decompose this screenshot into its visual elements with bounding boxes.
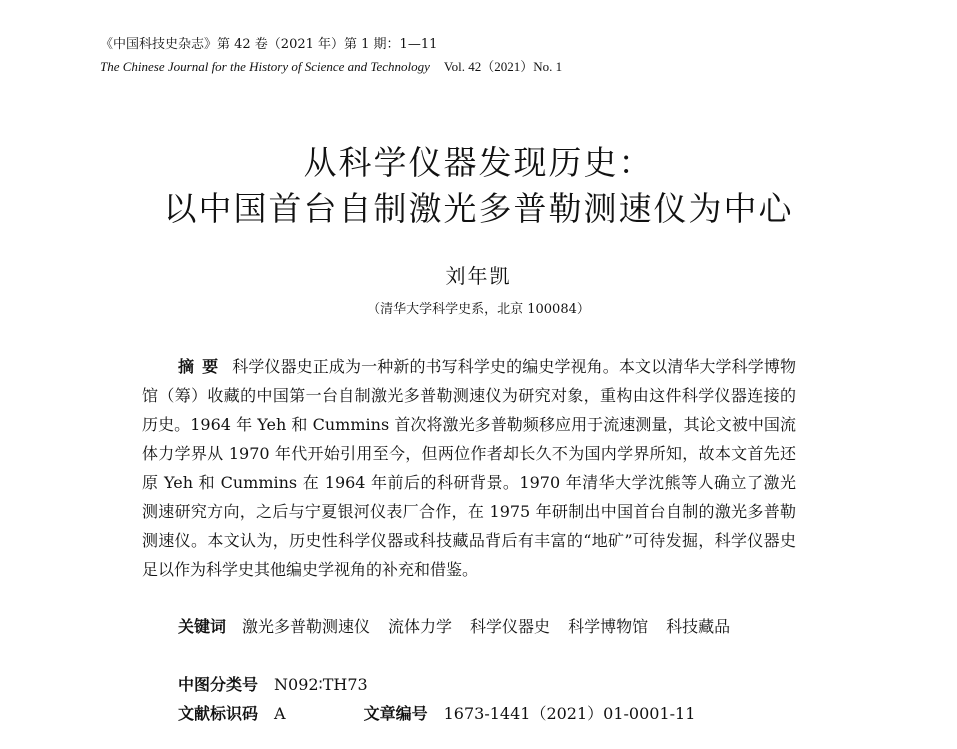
clc-value: N092∶TH73 bbox=[274, 675, 368, 694]
journal-citation-cn: 《中国科技史杂志》第 42 卷（2021 年）第 1 期：1—11 bbox=[100, 37, 438, 52]
keyword-item: 科技藏品 bbox=[666, 617, 731, 636]
abstract-paragraph bbox=[142, 352, 796, 584]
article-number-value: 1673-1441（2021）01-0001-11 bbox=[443, 704, 696, 723]
clc-label: 中图分类号 bbox=[178, 675, 259, 694]
journal-citation-en bbox=[100, 56, 562, 78]
keywords-section bbox=[142, 612, 796, 641]
doc-code-label: 文献标识码 bbox=[178, 704, 259, 723]
keyword-item: 流体力学 bbox=[388, 617, 453, 636]
journal-header bbox=[100, 34, 562, 78]
article-title-line1: 从科学仪器发现历史： bbox=[303, 143, 654, 182]
article-title-line2: 以中国首台自制激光多普勒测速仪为中心 bbox=[163, 189, 794, 228]
article-title bbox=[0, 140, 957, 232]
keywords-label: 关键词 bbox=[178, 617, 227, 636]
clc-number-row bbox=[178, 670, 368, 699]
doc-code-value: A bbox=[274, 704, 286, 723]
abstract-section bbox=[142, 352, 796, 584]
keywords-paragraph bbox=[142, 612, 796, 641]
author-name: 刘年凯 bbox=[445, 264, 512, 288]
article-number-label: 文章编号 bbox=[363, 704, 428, 723]
keyword-item: 科学博物馆 bbox=[568, 617, 649, 636]
abstract-label: 摘要 bbox=[178, 357, 227, 376]
abstract-text: 科学仪器史正成为一种新的书写科学史的编史学视角。本文以清华大学科学博物馆（筹）收藏的中国第一台自制激光多普勒测速仪为研究对象，重构由这件科学仪器连接的历史。1964 年 Yeh 和 Cummins 首次将激光多普勒频移应用于流速测量，其论文被中国流体力学界从 1970 年代开始引用至今，但两位作者却长久不为国内学界所知，故本文首先还原 Yeh 和 Cummins 在 1964 年前后的科研背景。1970 年清华大学沈熊等人确立了激光测速研究方向，之后与宁夏银河仪表厂合作，在 1975 年研制出中国首台自制的激光多普勒测速仪。本文认为，历史性科学仪器或科技藏品背后有丰富的“地矿”可待发掘，科学仪器史足以作为科学史其他编史学视角的补充和借鉴。 bbox=[142, 357, 796, 579]
keyword-item: 科学仪器史 bbox=[470, 617, 551, 636]
author-affiliation: （清华大学科学史系，北京 100084） bbox=[367, 302, 590, 317]
journal-name-en: The Chinese Journal for the History of Science and Technology bbox=[100, 59, 430, 74]
journal-volume-en: Vol. 42（2021）No. 1 bbox=[443, 59, 563, 74]
keyword-item: 激光多普勒测速仪 bbox=[242, 617, 371, 636]
document-code-row bbox=[178, 699, 695, 728]
